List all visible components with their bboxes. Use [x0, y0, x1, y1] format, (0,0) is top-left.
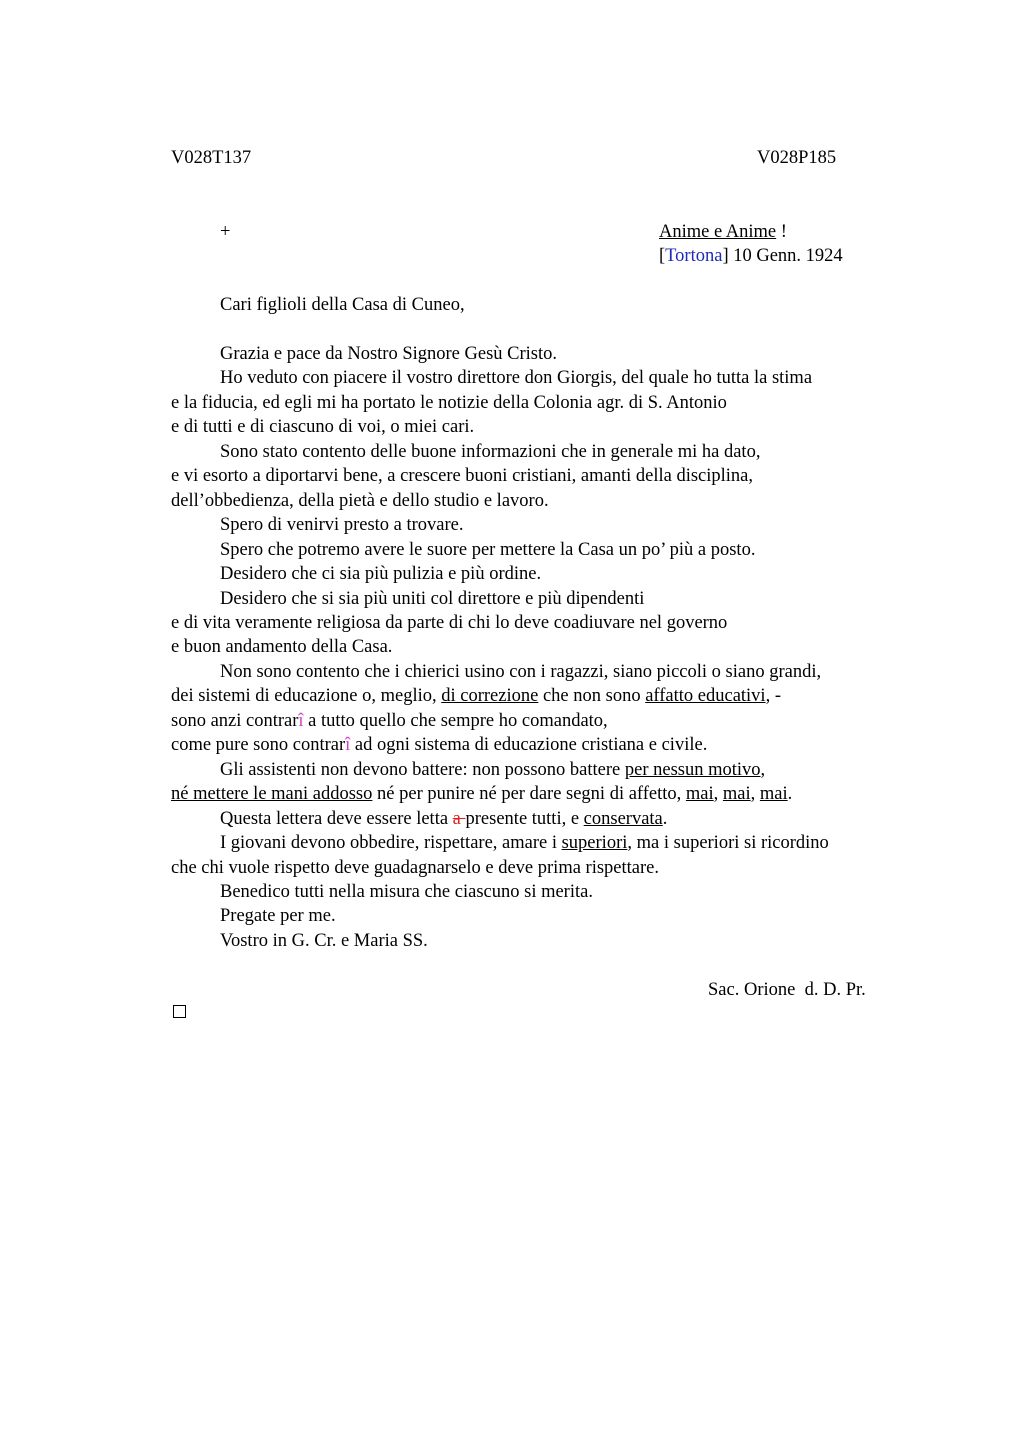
- motto: [659, 220, 787, 244]
- body-line-20: [220, 831, 829, 855]
- body-line-23: Pregate per me.: [220, 906, 336, 926]
- body-line-24: Vostro in G. Cr. e Maria SS.: [220, 931, 428, 951]
- greeting: Grazia e pace da Nostro Signore Gesù Cristo.: [220, 344, 558, 364]
- body-line-8: Spero che potremo avere le suore per mettere la Casa un po’ più a posto.: [220, 540, 756, 560]
- body-line-9: Desidero che ci sia più pulizia e più ordine.: [220, 564, 542, 584]
- underlined-word: conservata: [583, 809, 663, 829]
- body-line-12: e buon andamento della Casa.: [171, 637, 393, 657]
- salutation: Cari figlioli della Casa di Cuneo,: [220, 295, 465, 315]
- body-line-17: [220, 758, 765, 782]
- text-run: .: [787, 784, 793, 804]
- checkbox-icon: [173, 1005, 186, 1018]
- text-run: presente tutti, e: [465, 809, 584, 829]
- body-line-22: Benedico tutti nella misura che ciascuno si merita.: [220, 882, 593, 902]
- text-run: ,: [750, 784, 760, 804]
- body-line-7: Spero di venirvi presto a trovare.: [220, 515, 464, 535]
- body-line-13: Non sono contento che i chierici usino con i ragazzi, siano piccoli o siano grandi,: [220, 662, 822, 682]
- underlined-phrase: per nessun motivo: [624, 760, 761, 780]
- dateline: [659, 244, 843, 268]
- editorial-mark: î: [345, 735, 351, 755]
- header-left-code: V028T137: [171, 148, 252, 168]
- header-right-code: V028P185: [757, 148, 837, 168]
- body-line-11: e di vita veramente religiosa da parte di chi lo deve coadiuvare nel governo: [171, 613, 728, 633]
- text-run: dei sistemi di educazione o, meglio,: [171, 686, 442, 706]
- signature: Sac. Orione d. D. Pr.: [708, 980, 866, 1000]
- text-run: ,: [713, 784, 723, 804]
- dateline-bracket: [: [659, 246, 666, 266]
- body-line-2: e la fiducia, ed egli mi ha portato le notizie della Colonia agr. di S. Antonio: [171, 393, 727, 413]
- underlined-word: mai: [685, 784, 714, 804]
- text-run: ad ogni sistema di educazione cristiana e civile.: [350, 735, 708, 755]
- body-line-5: e vi esorto a diportarvi bene, a crescere buoni cristiani, amanti della disciplina,: [171, 466, 754, 486]
- underlined-phrase: né mettere le mani addosso: [171, 784, 373, 804]
- body-line-15: [171, 709, 608, 733]
- underlined-word: mai: [759, 784, 788, 804]
- motto-suffix: !: [776, 222, 787, 242]
- body-line-21: che chi vuole rispetto deve guadagnarselo e deve prima rispettare.: [171, 858, 659, 878]
- underlined-phrase: di correzione: [441, 686, 539, 706]
- deleted-text: a: [452, 809, 466, 829]
- text-run: sono anzi contrar: [171, 711, 299, 731]
- underlined-word: mai: [722, 784, 751, 804]
- body-line-4: Sono stato contento delle buone informazioni che in generale mi ha dato,: [220, 442, 761, 462]
- text-run: , ma i superiori si ricordino: [627, 833, 829, 853]
- body-line-16: [171, 733, 707, 757]
- body-line-6: dell’obbedienza, della pietà e dello studio e lavoro.: [171, 491, 549, 511]
- underlined-phrase: affatto educativi: [645, 686, 766, 706]
- body-line-14: [171, 684, 781, 708]
- text-run: Gli assistenti non devono battere: non possono battere: [220, 760, 625, 780]
- text-run: Questa lettera deve essere letta: [220, 809, 453, 829]
- body-line-1: Ho veduto con piacere il vostro direttore don Giorgis, del quale ho tutta la stima: [220, 368, 813, 388]
- text-run: .: [662, 809, 668, 829]
- text-run: , -: [765, 686, 781, 706]
- dateline-date: ] 10 Genn. 1924: [722, 246, 843, 266]
- body-line-3: e di tutti e di ciascuno di voi, o miei cari.: [171, 417, 475, 437]
- body-line-18: [171, 782, 792, 806]
- underlined-word: superiori: [561, 833, 628, 853]
- text-run: che non sono: [538, 686, 646, 706]
- motto-text: Anime e Anime: [659, 222, 777, 242]
- cross-symbol: +: [220, 222, 231, 242]
- text-run: come pure sono contrar: [171, 735, 346, 755]
- body-line-19: [220, 807, 667, 831]
- dateline-place: Tortona: [665, 246, 723, 266]
- editorial-mark: î: [298, 711, 304, 731]
- text-run: I giovani devono obbedire, rispettare, amare i: [220, 833, 562, 853]
- text-run: ,: [760, 760, 766, 780]
- body-line-10: Desidero che si sia più uniti col direttore e più dipendenti: [220, 589, 645, 609]
- text-run: a tutto quello che sempre ho comandato,: [303, 711, 608, 731]
- text-run: né per punire né per dare segni di affetto,: [372, 784, 686, 804]
